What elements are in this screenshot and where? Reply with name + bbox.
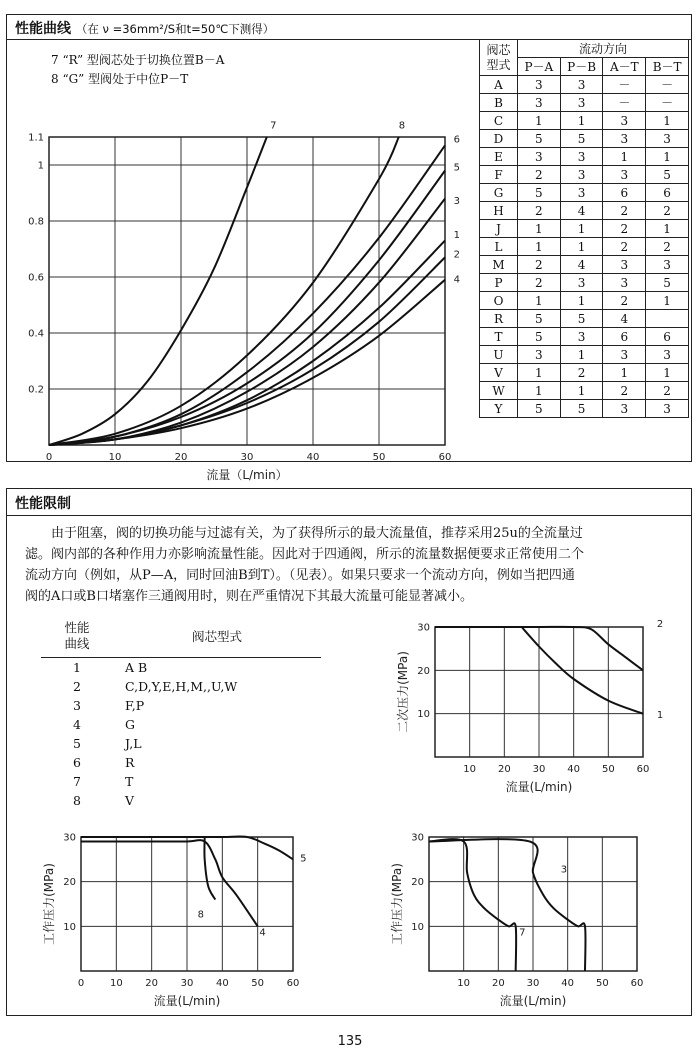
series-label-3: 3 [453,196,460,208]
y-tick-label: 10 [63,921,76,933]
curve-number-cell: 4 [603,310,646,328]
y-tick-label: 10 [411,921,424,933]
table-row [480,400,689,418]
header-spool-type-line1: 阀芯 [486,42,511,57]
curve-number-cell: 3 [560,274,603,292]
page-number: 135 [337,1034,363,1049]
header-curve [41,615,113,658]
series-label-4: 4 [259,927,266,939]
curve-number-cell: 5 [73,736,81,751]
curve-number-cell: 4 [560,256,603,274]
series-label-5: 5 [453,162,460,174]
x-axis-label: 流量(L/min) [499,994,567,1008]
spool-type-cell: Y [480,400,518,418]
y-tick-label: 0.6 [28,272,44,284]
section-title: 性能限制 [15,496,71,512]
curve-number-cell: 3 [560,166,603,184]
spool-type-cell: V [480,364,518,382]
y-tick-label: 1.1 [28,132,44,144]
x-axis-label: 流量(L/min) [505,780,573,794]
curve-number-cell: 3 [646,346,689,364]
series-label-1: 1 [453,229,460,241]
spool-list-cell: V [125,793,135,808]
working-pressure-chart-5-8-4 [11,829,327,1015]
spool-table-head-row [480,40,689,58]
paragraph-line: 流动方向（例如，从P—A，同时回油B到T）。（见表）。如果只要求一个流动方向，例如当把四通 [25,568,575,583]
table-row [480,202,689,220]
series-label-1: 1 [656,710,664,721]
curve-number-cell: 2 [517,202,560,220]
spool-type-cell: M [480,256,518,274]
curve-number-cell: 3 [603,256,646,274]
spool-type-cell: L [480,238,518,256]
y-tick-label: 30 [63,832,76,844]
curve-number-cell: 1 [517,382,560,400]
spool-list-cell: F,P [125,698,145,713]
curve-number-cell: 2 [646,202,689,220]
series-label-7: 7 [270,120,277,132]
y-tick-label: 20 [63,877,76,889]
table-row [41,734,321,753]
header-direction: A－T [603,58,646,76]
note-curve-8: 8 “G” 型阀处于中位P－T [51,72,189,86]
spool-type-cell: O [480,292,518,310]
curve-number-cell: 3 [646,400,689,418]
curve-number-cell: 1 [603,364,646,382]
x-tick-label: 40 [215,978,229,989]
curve-number-cell: 1 [517,292,560,310]
curve-number-cell: 2 [603,202,646,220]
performance-limits-section [6,488,692,1016]
curve-number-cell: 5 [560,400,603,418]
x-tick-label: 50 [601,764,615,775]
table-row [480,274,689,292]
spool-list-cell: R [125,755,135,770]
main-performance-chart [7,105,467,482]
series-label-5: 5 [300,853,307,865]
x-tick-label: 50 [251,978,265,989]
curve-number-cell: 2 [603,238,646,256]
curve-number-cell: 3 [603,346,646,364]
x-tick-label: 10 [457,978,471,989]
y-tick-label: 0.8 [28,216,44,228]
curve-number-cell: 3 [560,148,603,166]
spool-type-cell: W [480,382,518,400]
curve-number-cell: 1 [517,112,560,130]
table-row [480,94,689,112]
x-tick-label: 30 [526,978,540,989]
series-label-2: 2 [656,619,664,630]
curve-number-cell: 3 [560,328,603,346]
table-row [480,166,689,184]
curve-number-cell: 1 [517,364,560,382]
curve-number-cell: 1 [560,238,603,256]
header-spool-type [480,40,518,76]
x-tick-label: 10 [109,978,123,989]
curve-number-cell: － [603,94,646,112]
spool-table-body [480,76,689,418]
curve-number-cell: 3 [517,346,560,364]
spool-list-cell: J,L [125,736,142,751]
series-label-3: 3 [560,864,568,876]
spool-type-cell: J [480,220,518,238]
series-line-8 [49,137,399,445]
curve-number-cell: 1 [517,220,560,238]
curve-number-cell [646,310,689,328]
series-label-2: 2 [453,249,460,261]
curve-number-cell: 5 [646,274,689,292]
curve-number-cell: 5 [517,184,560,202]
header-flow-direction: 流动方向 [517,40,688,58]
x-tick-label: 10 [463,764,477,775]
x-axis-label: 流量(L/min) [153,994,221,1008]
curve-number-cell: 1 [646,220,689,238]
x-tick-label: 20 [491,978,505,989]
x-tick-label: 60 [630,978,644,989]
spool-list-cell: G [125,717,135,732]
curve-number-cell: 1 [646,148,689,166]
paragraph-line: 滤。阀内部的各种作用力亦影响流量性能。因此对于四通阀，所示的流量数据便要求正常使用二个 [25,547,585,562]
curve-number-cell: 3 [517,148,560,166]
spool-type-cell: E [480,148,518,166]
series-label-6: 6 [453,134,460,146]
curve-number-cell: 1 [560,292,603,310]
x-tick-label: 30 [240,452,254,463]
curve-number-cell: 5 [517,400,560,418]
section-title [15,18,274,38]
spool-type-cell: G [480,184,518,202]
table-row [41,753,321,772]
table-row [480,76,689,94]
curve-number-cell: 2 [603,220,646,238]
spool-type-cell: C [480,112,518,130]
curve-number-cell: 6 [603,328,646,346]
curve-number-cell: 3 [517,76,560,94]
paragraph-line: 由于阻塞，阀的切换功能与过滤有关，为了获得所示的最大流量值，推荐采用25u的全流量过 [25,526,583,541]
header-curve-line1: 性能 [64,620,90,635]
curve-number-cell: 2 [560,364,603,382]
x-tick-label: 40 [306,452,320,463]
curve-number-cell: 1 [646,112,689,130]
curve-number-cell: 3 [603,130,646,148]
curve-number-cell: 3 [73,698,81,713]
x-tick-label: 20 [497,764,511,775]
spool-type-cell: P [480,274,518,292]
x-tick-label: 20 [174,452,188,463]
curve-number-cell: 2 [646,382,689,400]
header-curve-line2: 曲线 [64,636,90,651]
curve-number-cell: 2 [517,274,560,292]
x-tick-label: 20 [145,978,159,989]
curve-number-cell: 3 [603,112,646,130]
header-spool-type: 阀芯型式 [113,615,321,658]
spool-type-cell: U [480,346,518,364]
x-tick-label: 40 [561,978,575,989]
curve-number-cell: 2 [517,166,560,184]
y-tick-label: 1 [37,160,44,172]
curve-number-cell: － [646,94,689,112]
curve-number-cell: 3 [603,166,646,184]
curve-number-cell: 2 [73,679,81,694]
spool-list-cell: A B [125,660,148,675]
series-line-3 [429,839,586,971]
curve-number-cell: 1 [560,220,603,238]
series-line-7 [429,839,516,971]
curve-number-cell: 8 [73,793,81,808]
curve-number-cell: 3 [646,130,689,148]
curve-number-cell: 3 [646,256,689,274]
series-line-4 [81,840,258,926]
curve-number-cell: － [646,76,689,94]
series-label-7: 7 [519,927,526,939]
y-tick-label: 0.2 [28,384,44,396]
curve-number-cell: 2 [646,238,689,256]
table-row [41,791,321,810]
x-tick-label: 60 [636,764,650,775]
curve-number-cell: 1 [646,292,689,310]
table-row [480,328,689,346]
table-row [480,256,689,274]
curve-number-cell: 3 [517,94,560,112]
curve-number-cell: 1 [560,112,603,130]
note-curve-7: 7 “R” 型阀芯处于切换位置B－A [51,53,225,67]
table-row [480,238,689,256]
section-header [7,489,691,516]
spool-list-cell: T [125,774,134,789]
x-tick-label: 50 [372,452,386,463]
spool-list-cell: C,D,Y,E,H,M,,U,W [125,679,238,694]
header-direction: P－A [517,58,560,76]
section-header [7,15,691,40]
y-axis-label: 工作压力(MPa) [390,863,404,945]
curve-number-cell: 2 [603,382,646,400]
y-tick-label: 30 [411,832,424,844]
table-row [41,715,321,734]
limits-paragraph [25,523,685,607]
curve-table-body [41,658,321,811]
x-tick-label: 60 [438,452,452,463]
paragraph-line: 阀的A口或B口堵塞作三通阀用时，则在严重情况下其最大流量可能显著减小。 [25,589,473,604]
table-row [41,658,321,678]
section-title-text: 性能曲线 [15,21,71,37]
x-tick-label: 0 [45,452,53,463]
x-tick-label: 40 [567,764,581,775]
performance-curves-section [6,14,692,482]
curve-number-cell: 1 [560,346,603,364]
curve-number-cell: － [603,76,646,94]
curve-number-cell: 7 [73,774,81,789]
x-tick-label: 60 [286,978,300,989]
curve-number-cell: 3 [560,94,603,112]
curve-number-cell: 1 [603,148,646,166]
table-row [480,112,689,130]
curve-number-cell: 5 [517,130,560,148]
table-row [41,772,321,791]
y-tick-label: 30 [417,622,430,634]
curve-number-cell: 3 [603,274,646,292]
header-direction: P－B [560,58,603,76]
x-tick-label: 30 [532,764,546,775]
y-tick-label: 20 [411,877,424,889]
working-pressure-chart-3-7 [375,829,681,1015]
curve-table-head-row [41,615,321,658]
y-tick-label: 10 [417,709,430,721]
spool-type-cell: T [480,328,518,346]
spool-type-cell: B [480,94,518,112]
spool-type-cell: D [480,130,518,148]
y-axis-label: 二次压力(MPa) [396,651,410,733]
curve-spool-table [41,615,321,810]
test-conditions: （在 ν =36mm²/S和t=50℃下测得） [75,22,275,36]
curve-number-cell: 3 [560,184,603,202]
curve-number-cell: 4 [560,202,603,220]
spool-flow-table [479,39,689,418]
x-tick-label: 50 [595,978,609,989]
x-tick-label: 0 [77,978,85,989]
curve-number-cell: 5 [646,166,689,184]
curve-number-cell: 6 [73,755,81,770]
y-axis-label: 工作压力(MPa) [42,863,56,945]
curve-number-cell: 6 [603,184,646,202]
spool-type-cell: F [480,166,518,184]
header-direction: B－T [646,58,689,76]
curve-number-cell: 3 [560,76,603,94]
curve-number-cell: 2 [603,292,646,310]
secondary-pressure-chart [375,619,681,819]
y-tick-label: 20 [417,665,430,677]
table-row [480,220,689,238]
table-row [480,184,689,202]
curve-number-cell: 5 [560,130,603,148]
spool-type-cell: R [480,310,518,328]
curve-number-cell: 1 [517,238,560,256]
curve-number-cell: 6 [646,184,689,202]
curve-number-cell: 1 [73,660,81,675]
table-row [480,364,689,382]
curve-number-cell: 4 [73,717,81,732]
curve-number-cell: 6 [646,328,689,346]
curve-number-cell: 5 [517,328,560,346]
curve-number-cell: 1 [646,364,689,382]
x-tick-label: 30 [180,978,194,989]
table-row [480,130,689,148]
curve-number-cell: 1 [560,382,603,400]
table-row [480,310,689,328]
series-label-8: 8 [398,120,406,132]
header-spool-type-line2: 型式 [486,57,511,72]
table-row [41,677,321,696]
y-tick-label: 0.4 [28,328,44,340]
curve-number-cell: 5 [517,310,560,328]
table-row [480,382,689,400]
series-label-8: 8 [197,909,204,921]
curve-number-cell: 5 [560,310,603,328]
series-label-4: 4 [453,274,460,286]
x-tick-label: 10 [108,452,122,463]
spool-type-cell: A [480,76,518,94]
x-axis-label: 流量（L/min） [206,468,288,482]
curve-number-cell: 3 [603,400,646,418]
table-row [41,696,321,715]
spool-type-cell: H [480,202,518,220]
curve-number-cell: 2 [517,256,560,274]
table-row [480,148,689,166]
table-row [480,346,689,364]
table-row [480,292,689,310]
